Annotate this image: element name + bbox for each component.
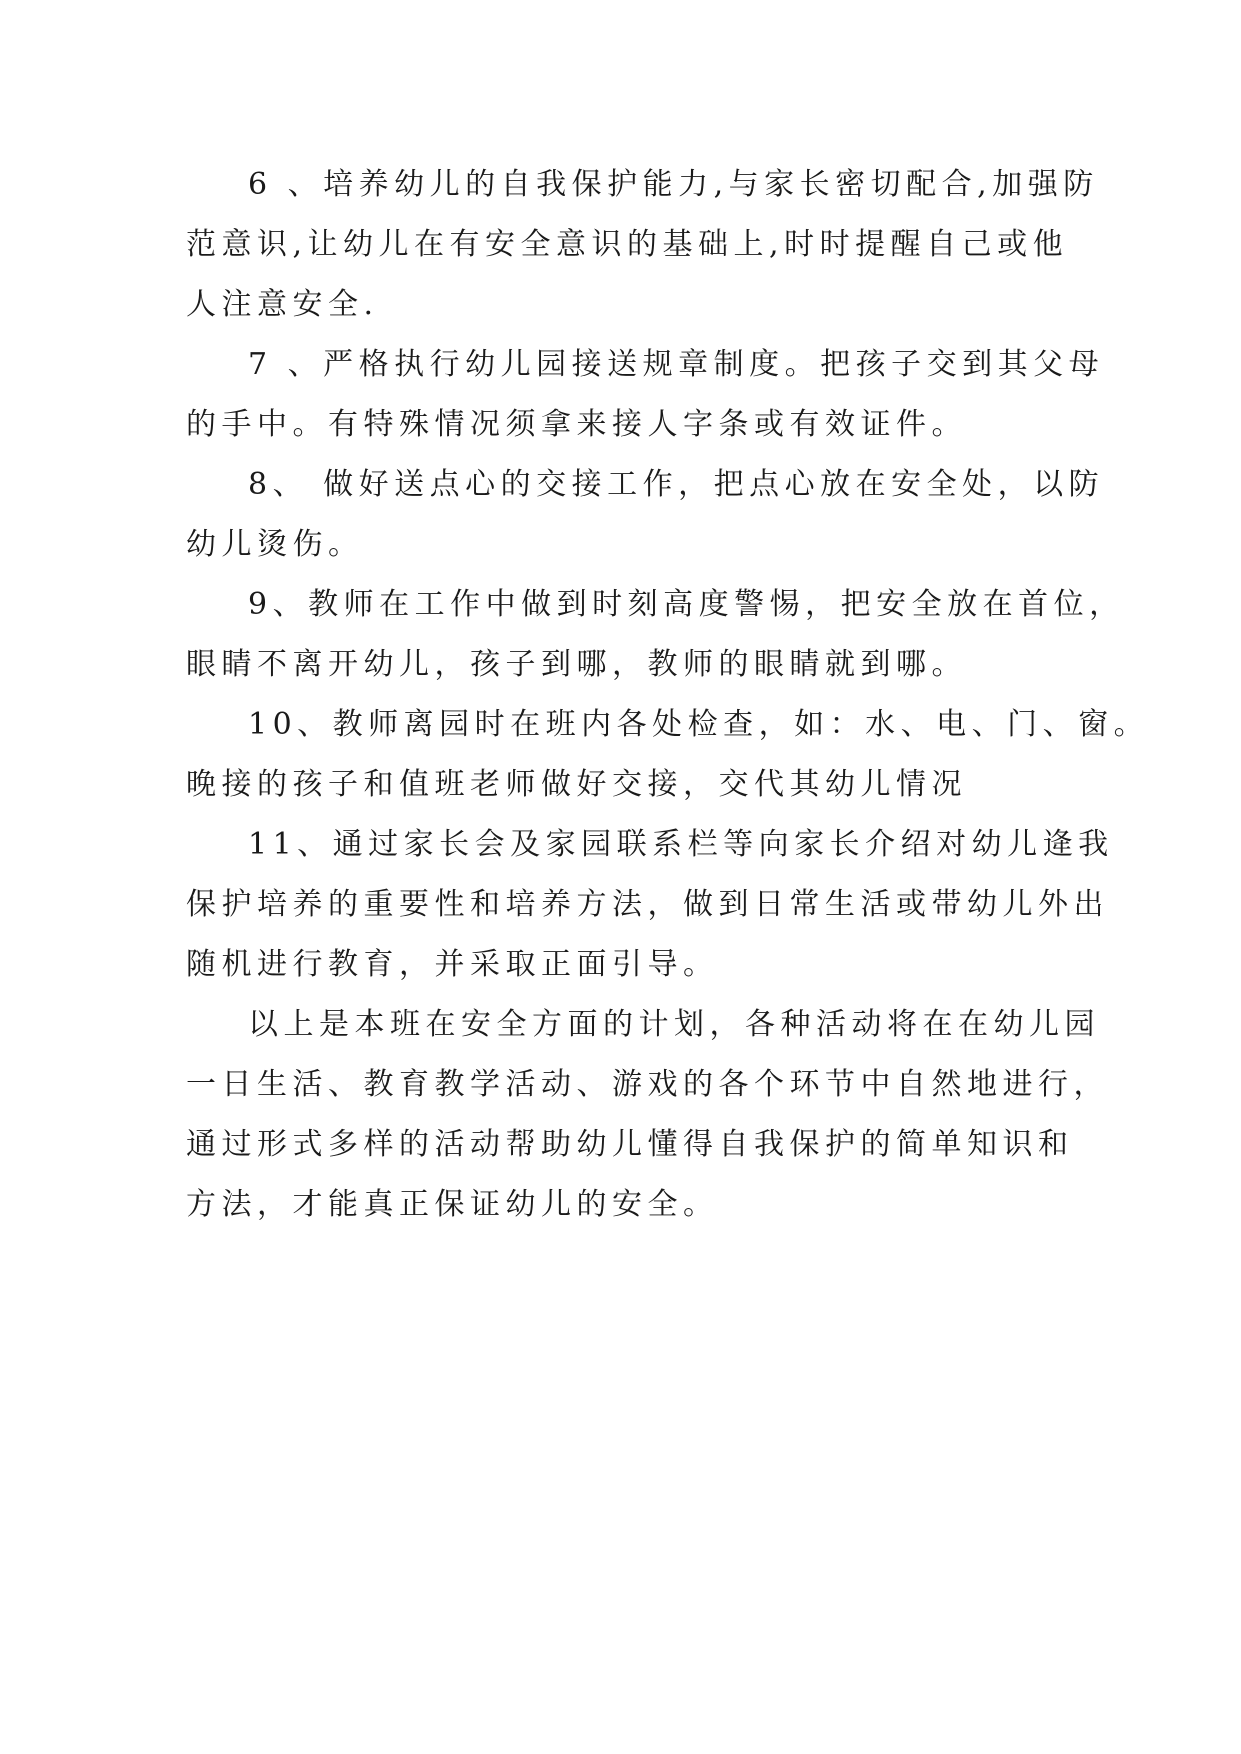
paragraph-8-line-2: 幼儿烫伤。 <box>186 527 364 562</box>
summary-paragraph-line-1: 以上是本班在安全方面的计划，各种活动将在在幼儿园 <box>248 1007 1100 1042</box>
summary-paragraph-line-4: 方法，才能真正保证幼儿的安全。 <box>186 1187 719 1222</box>
paragraph-10-line-2: 晚接的孩子和值班老师做好交接，交代其幼儿情况 <box>186 767 967 802</box>
summary-paragraph-line-2: 一日生活、教育教学活动、游戏的各个环节中自然地进行， <box>186 1067 1109 1102</box>
paragraph-8-line-1: 8、 做好送点心的交接工作，把点心放在安全处，以防 <box>248 467 1105 502</box>
paragraph-11-line-2: 保护培养的重要性和培养方法，做到日常生活或带幼儿外出 <box>186 887 1109 922</box>
paragraph-6-line-1: 6 、培养幼儿的自我保护能力,与家长密切配合,加强防 <box>248 167 1099 202</box>
paragraph-6-line-2: 范意识,让幼儿在有安全意识的基础上,时时提醒自己或他 <box>186 227 1069 262</box>
paragraph-11-line-1: 11、通过家长会及家园联系栏等向家长介绍对幼儿逄我 <box>248 827 1114 862</box>
paragraph-11-line-3: 随机进行教育，并采取正面引导。 <box>186 947 719 982</box>
paragraph-6-line-3: 人注意安全. <box>186 287 379 322</box>
paragraph-7-line-1: 7 、严格执行幼儿园接送规章制度。把孩子交到其父母 <box>248 347 1105 382</box>
paragraph-10-line-1: 10、教师离园时在班内各处检查，如：水、电、门、窗。 <box>248 707 1150 742</box>
paragraph-9-line-1: 9、教师在工作中做到时刻高度警惕，把安全放在首位， <box>248 587 1125 622</box>
document-body <box>186 155 1150 1235</box>
paragraph-7-line-2: 的手中。有特殊情况须拿来接人字条或有效证件。 <box>186 407 967 442</box>
paragraph-9-line-2: 眼睛不离开幼儿，孩子到哪，教师的眼睛就到哪。 <box>186 647 967 682</box>
summary-paragraph-line-3: 通过形式多样的活动帮助幼儿懂得自我保护的简单知识和 <box>186 1127 1074 1162</box>
